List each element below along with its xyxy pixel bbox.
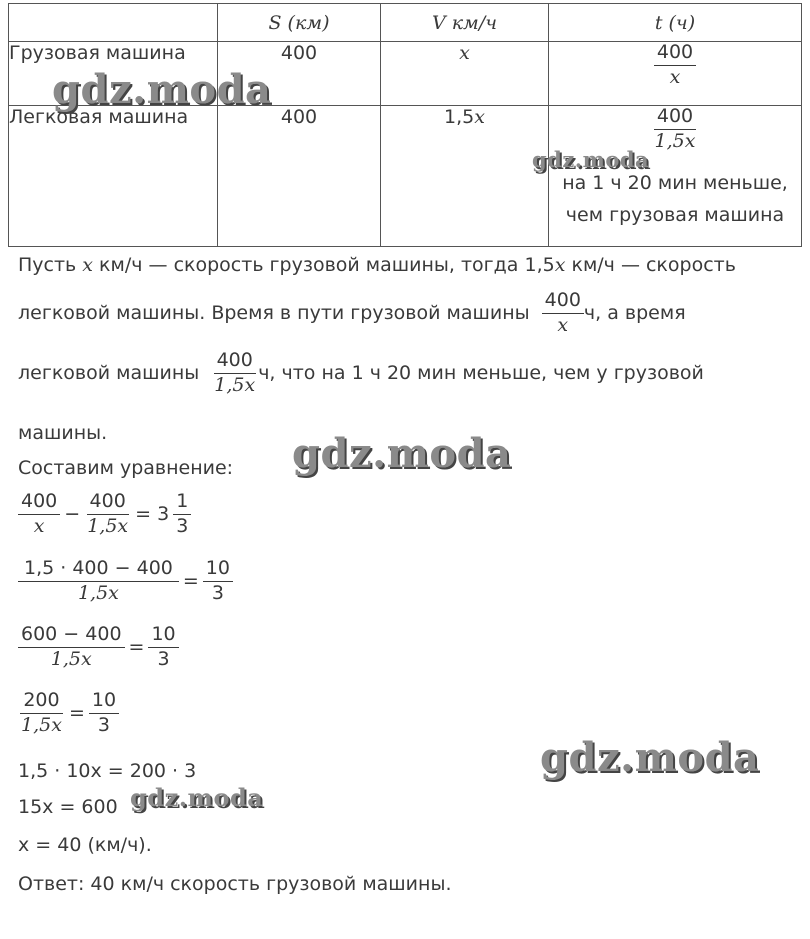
equation-3: $\frac{600 - 400}{1,5x}$ = $\frac{10}{3}$ (18, 624, 179, 671)
header-empty (9, 4, 218, 42)
table-row-car (9, 106, 802, 247)
row-note: на 1 ч 20 мин меньше, чем грузовая машина (562, 171, 788, 226)
watermark: gdz.moda (532, 147, 650, 172)
paragraph-line-3: легковой машины $\frac{400}{1,5x}$ ч, что на 1 ч 20 мин меньше, чем у грузовой (18, 349, 704, 396)
header-time: t (ч) (549, 4, 802, 42)
row-label: Грузовая машина (9, 42, 218, 106)
watermark: gdz.moda (540, 734, 760, 781)
row-distance: 400 (218, 106, 381, 247)
table-header-row (9, 4, 802, 42)
equation-intro: Составим уравнение: (18, 457, 234, 479)
row-time: $\frac{400}{x}$ (549, 42, 802, 106)
answer-line: Ответ: 40 км/ч скорость грузовой машины. (18, 873, 452, 895)
equation-2: $\frac{1,5 \cdot 400 - 400}{1,5x}$ = $\frac{10}{3}$ (18, 558, 233, 605)
equation-7: x = 40 (км/ч). (18, 834, 152, 856)
data-table (8, 3, 802, 247)
equation-6: 15x = 600 (18, 796, 118, 818)
equation-4: $\frac{200}{1,5x}$ = $\frac{10}{3}$ (18, 690, 119, 737)
equation-1: $\frac{400}{x}$ − $\frac{400}{1,5x}$ = 3 $\frac{1}{3}$ (18, 491, 191, 538)
watermark: gdz.moda (292, 430, 512, 477)
paragraph-line-4: машины. (18, 422, 108, 444)
watermark: gdz.moda (52, 66, 272, 113)
paragraph-line-1: Пусть x км/ч — скорость грузовой машины, тогда 1,5x км/ч — скорость (18, 254, 736, 276)
paragraph-line-2: легковой машины. Время в пути грузовой машины $\frac{400}{x}$ ч, а время (18, 289, 686, 336)
row-speed: 1,5x (381, 106, 549, 247)
watermark: gdz.moda (130, 783, 264, 812)
row-label: Легковая машина (9, 106, 218, 247)
header-speed: V км/ч (381, 4, 549, 42)
row-speed: x (381, 42, 549, 106)
row-time: $\frac{400}{1,5x}$ на 1 ч 20 мин меньше, чем грузовая машина (549, 106, 802, 247)
row-distance: 400 (218, 42, 381, 106)
equation-5: 1,5 · 10x = 200 · 3 (18, 760, 197, 782)
header-distance: S (км) (218, 4, 381, 42)
